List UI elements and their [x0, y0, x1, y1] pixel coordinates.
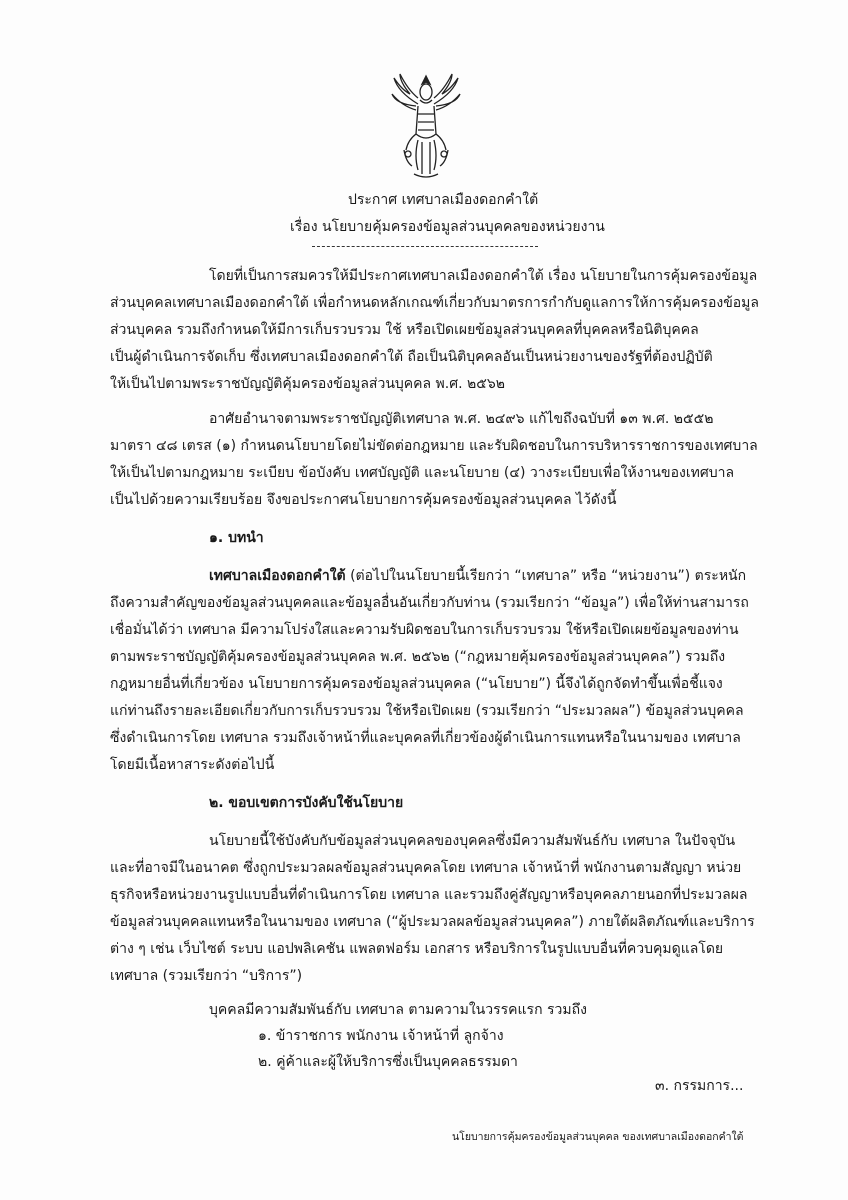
related-persons-intro: บุคคลมีความสัมพันธ์กับ เทศบาล ตามความในวรรคแรก รวมถึง	[209, 1002, 587, 1018]
preamble-line: ให้เป็นไปตามพระราชบัญญัติคุ้มครองข้อมูลส่วนบุคคล พ.ศ. ๒๕๖๒	[110, 376, 505, 392]
section1-line: ตามพระราชบัญญัติคุ้มครองข้อมูลส่วนบุคคล พ.ศ. ๒๕๖๒ (“กฎหมายคุ้มครองข้อมูลส่วนบุคคล”) รวมถึง	[110, 649, 726, 665]
title-divider	[312, 246, 538, 247]
section1-line: กฎหมายอื่นที่เกี่ยวข้อง นโยบายการคุ้มครองข้อมูลส่วนบุคคล (“นโยบาย”) นี้จึงได้ถูกจัดทำขึ้นเพื่อชี้แจง	[110, 676, 723, 692]
continuation-marker: ๓. กรรมการ...	[655, 1078, 744, 1094]
garuda-emblem-icon	[388, 70, 464, 182]
section1-line: แก่ท่านถึงรายละเอียดเกี่ยวกับการเก็บรวบรวม ใช้หรือเปิดเผย (รวมเรียกว่า “ประมวลผล”) ข้อมูลส่วนบุคคล	[110, 703, 744, 719]
section2-line: ต่าง ๆ เช่น เว็บไซต์ ระบบ แอปพลิเคชัน แพลตฟอร์ม เอกสาร หรือบริการในรูปแบบอื่นที่ควบคุมดูแลโดย	[110, 941, 724, 957]
announcement-title: ประกาศ เทศบาลเมืองดอกคำใต้	[348, 192, 539, 208]
preamble-line: เป็นผู้ดำเนินการจัดเก็บ ซึ่งเทศบาลเมืองดอกคำใต้ ถือเป็นนิติบุคคลอันเป็นหน่วยงานของรัฐที่ต้องปฏิบัติ	[110, 349, 713, 365]
section1-line: (ต่อไปในนโยบายนี้เรียกว่า “เทศบาล” หรือ “หน่วยงาน”) ตระหนัก	[345, 568, 747, 584]
announcement-subject: เรื่อง นโยบายคุ้มครองข้อมูลส่วนบุคคลของหน่วยงาน	[290, 219, 605, 235]
section1-first-line	[209, 566, 746, 586]
section2-line: ข้อมูลส่วนบุคคลแทนหรือในนามของ เทศบาล (“ผู้ประมวลผลข้อมูลส่วนบุคคล”) ภายใต้ผลิตภัณฑ์และบริการ	[110, 914, 755, 930]
section1-line: เชื่อมั่นได้ว่า เทศบาล มีความโปร่งใสและความรับผิดชอบในการเก็บรวบรวม ใช้หรือเปิดเผยข้อมูลของท่าน	[110, 622, 739, 638]
preamble-line: โดยที่เป็นการสมควรให้มีประกาศเทศบาลเมืองดอกคำใต้ เรื่อง นโยบายในการคุ้มครองข้อมูล	[209, 268, 758, 284]
page-footer: นโยบายการคุ้มครองข้อมูลส่วนบุคคล ของเทศบาลเมืองดอกคำใต้	[452, 1131, 744, 1143]
preamble-line: ส่วนบุคคลเทศบาลเมืองดอกคำใต้ เพื่อกำหนดหลักเกณฑ์เกี่ยวกับมาตรการกำกับดูแลการให้การคุ้มครองข้อมูล	[110, 295, 759, 311]
section2-line: และที่อาจมีในอนาคต ซึ่งถูกประมวลผลข้อมูลส่วนบุคคลโดย เทศบาล เจ้าหน้าที่ พนักงานตามสัญญา หน่วย	[110, 860, 742, 876]
authority-line: อาศัยอำนาจตามพระราชบัญญัติเทศบาล พ.ศ. ๒๔๙๖ แก้ไขถึงฉบับที่ ๑๓ พ.ศ. ๒๕๕๒	[209, 411, 714, 427]
authority-line: เป็นไปด้วยความเรียบร้อย จึงขอประกาศนโยบายการคุ้มครองข้อมูลส่วนบุคคล ไว้ดังนี้	[110, 492, 617, 508]
section1-line: ซึ่งดำเนินการโดย เทศบาล รวมถึงเจ้าหน้าที่และบุคคลที่เกี่ยวข้องผู้ดำเนินการแทนหรือในนามของ เทศบาล	[110, 730, 741, 746]
section1-heading: ๑. บทนำ	[209, 530, 264, 546]
authority-line: ให้เป็นไปตามกฎหมาย ระเบียบ ข้อบังคับ เทศบัญญัติ และนโยบาย (๔) วางระเบียบเพื่อให้งานของเทศบาล	[110, 465, 735, 481]
preamble-line: ส่วนบุคคล รวมถึงกำหนดให้มีการเก็บรวบรวม ใช้ หรือเปิดเผยข้อมูลส่วนบุคคลที่บุคคลหรือนิติบุคคล	[110, 322, 699, 338]
section2-line: นโยบายนี้ใช้บังคับกับข้อมูลส่วนบุคคลของบุคคลซึ่งมีความสัมพันธ์กับ เทศบาล ในปัจจุบัน	[209, 833, 736, 849]
list-item: ๒. คู่ค้าและผู้ให้บริการซึ่งเป็นบุคคลธรรมดา	[258, 1054, 518, 1070]
section2-heading: ๒. ขอบเขตการบังคับใช้นโยบาย	[209, 795, 404, 811]
list-item: ๑. ข้าราชการ พนักงาน เจ้าหน้าที่ ลูกจ้าง	[258, 1028, 504, 1044]
section2-line: ธุรกิจหรือหน่วยงานรูปแบบอื่นที่ดำเนินการโดย เทศบาล และรวมถึงคู่สัญญาหรือบุคคลภายนอกที่ประมวลผล	[110, 887, 748, 903]
section1-line: โดยมีเนื้อหาสาระดังต่อไปนี้	[110, 757, 275, 773]
section1-lead: เทศบาลเมืองดอกคำใต้	[209, 568, 346, 584]
section1-line: ถึงความสำคัญของข้อมูลส่วนบุคคลและข้อมูลอื่นอันเกี่ยวกับท่าน (รวมเรียกว่า “ข้อมูล”) เพื่อให้ท่านสามารถ	[110, 595, 749, 611]
authority-line: มาตรา ๔๘ เตรส (๑) กำหนดนโยบายโดยไม่ขัดต่อกฎหมาย และรับผิดชอบในการบริหารราชการของเทศบาล	[110, 438, 758, 454]
section2-line: เทศบาล (รวมเรียกว่า “บริการ”)	[110, 968, 303, 984]
